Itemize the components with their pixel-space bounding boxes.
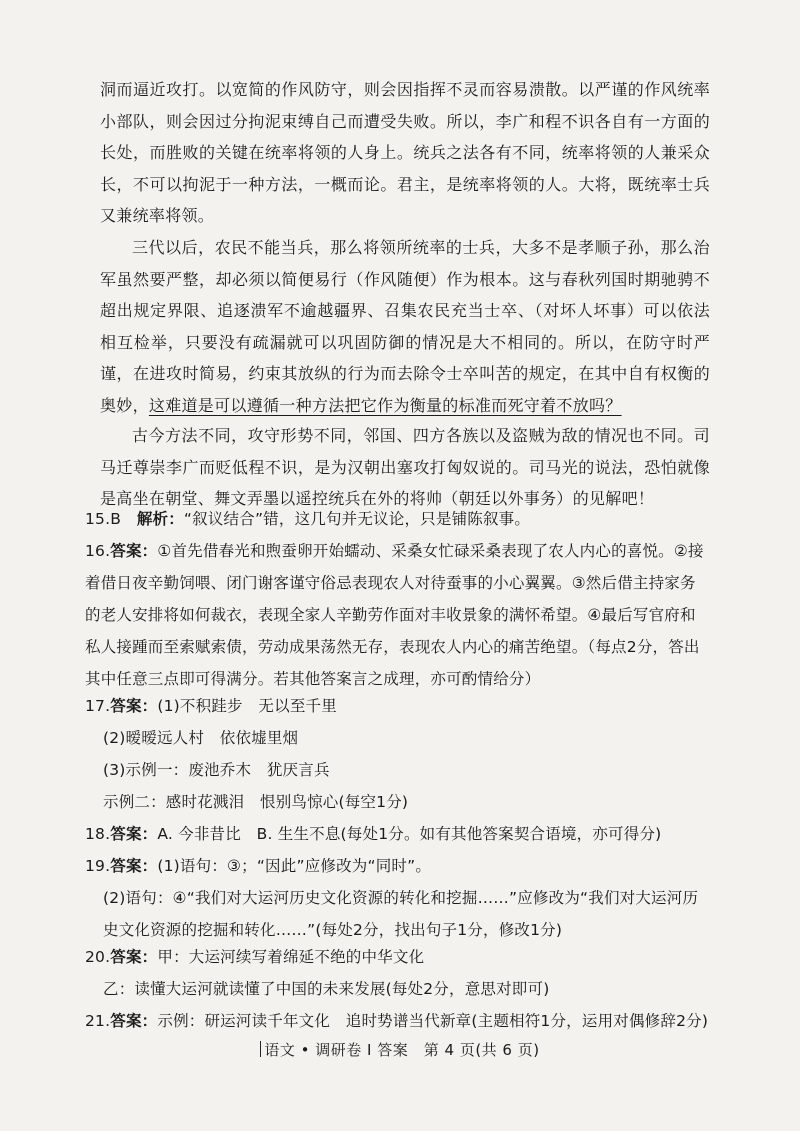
- answer-label: 答案：: [110, 697, 158, 715]
- answer-17-line-3: (3)示例一：废池乔木 犹厌言兵: [103, 761, 330, 779]
- passage-underlined-sentence: 这难道是可以遵循一种方法把它作为衡量的标准而死守着不放吗？: [148, 395, 622, 415]
- passage-paragraph-1: 洞而逼近攻打。以宽简的作风防守，则会因指挥不灵而容易溃散。以严谨的作风统率小部队，则会因过分拘泥束缚自己而遭受失败。所以，李广和程不识各自有一方面的长处，而胜败的关键在统率将领的人身上。统兵之法各有不同，统率将领的人兼采众长，不可以拘泥于一种方法，一概而论。君主，是统率将领的人。大将，既统率士兵又兼统率将领。: [100, 80, 710, 225]
- answer-18: [85, 818, 710, 850]
- answer-text: A. 今非昔比 B. 生生不息(每处1分。如有其他答案契合语境，亦可得分): [157, 825, 662, 843]
- answer-21: [85, 1005, 710, 1037]
- question-number: 20.: [85, 948, 111, 966]
- answer-label: 答案：: [110, 825, 158, 843]
- answer-15: [85, 503, 710, 535]
- answer-choice: B: [110, 510, 137, 528]
- answer-16: [85, 535, 710, 695]
- answer-17-line-4: 示例二：感时花溅泪 恨别鸟惊心(每空1分): [103, 793, 409, 811]
- passage-paragraph-3: 古今方法不同，攻守形势不同，邻国、四方各族以及盗贼为敌的情况也不同。司马迁尊崇李广而贬低程不识，是为汉朝出塞攻打匈奴说的。司马光的说法，恐怕就像是高坐在朝堂、舞文弄墨以遥控统兵在外的将帅（朝廷以外事务）的见解吧！: [100, 426, 710, 508]
- answer-label: 答案：: [110, 857, 158, 875]
- answer-17: [85, 690, 710, 722]
- answer-label: 答案：: [110, 542, 158, 560]
- passage-paragraph-2: [100, 232, 710, 421]
- answer-19-line-2: (2)语句：④“我们对大运河历史文化资源的转化和挖掘……”应修改为“我们对大运河历史文化资源的挖掘和转化……”(每处2分，找出句子1分，修改1分): [103, 889, 699, 939]
- question-number: 17.: [85, 697, 111, 715]
- analysis-label: 解析：: [136, 510, 184, 528]
- answer-19: [85, 850, 710, 882]
- page-footer: [0, 1039, 800, 1060]
- answer-text: ①首先借春光和煦蚕卵开始蠕动、采桑女忙碌采桑表现了农人内心的喜悦。②接着借日夜辛勤饲喂、闭门谢客谨守俗忌表现农人对待蚕事的小心翼翼。③然后借主持家务的老人安排将如何裁衣，表现全家人辛勤劳作面对丰收景象的满怀希望。④最后写官府和私人接踵而至索赋索债，劳动成果荡然无存，表现农人内心的痛苦绝望。（每点2分，答出其中任意三点即可得满分。若其他答案言之成理，亦可酌情给分）: [85, 542, 704, 688]
- footer-divider: [260, 1041, 261, 1057]
- answer-line-1: (1)不积跬步 无以至千里: [157, 697, 337, 715]
- passage-paragraph-2-text: 三代以后，农民不能当兵，那么将领所统率的士兵，大多不是孝顺子孙，那么治军虽然要严整，却必须以简便易行（作风随便）作为根本。这与春秋列国时期驰骋不超出规定界限、追逐溃军不逾越疆界、召集农民充当士卒、（对坏人坏事）可以依法相互检举，只要没有疏漏就可以巩固防御的情况是大不相同的。所以，在防守时严谨，在进攻时简易，约束其放纵的行为而去除令士卒叫苦的规定，在其中自有权衡的奥妙，: [100, 238, 710, 415]
- answer-label: 答案：: [110, 1012, 158, 1030]
- answer-20: [85, 941, 710, 973]
- footer-text: 语文 • 调研卷 Ⅰ 答案 第 4 页(共 6 页): [264, 1041, 540, 1059]
- answer-line-1: (1)语句：③；“因此”应修改为“同时”。: [157, 857, 432, 875]
- analysis-text: “叙议结合”错，这几句并无议论，只是铺陈叙事。: [183, 510, 531, 528]
- question-number: 16.: [85, 542, 111, 560]
- answer-label: 答案：: [110, 948, 158, 966]
- question-number: 21.: [85, 1012, 111, 1030]
- question-number: 18.: [85, 825, 111, 843]
- answer-20-line-2: 乙：读懂大运河就读懂了中国的未来发展(每处2分，意思对即可): [103, 980, 550, 998]
- answer-line-1: 甲：大运河续写着绵延不绝的中华文化: [157, 948, 425, 966]
- question-number: 15.: [85, 510, 111, 528]
- answer-text: 示例：研运河读千年文化 追时势谱当代新章(主题相符1分，运用对偶修辞2分): [157, 1012, 709, 1030]
- question-number: 19.: [85, 857, 111, 875]
- answer-17-line-2: (2)暧暧远人村 依依墟里烟: [103, 729, 299, 747]
